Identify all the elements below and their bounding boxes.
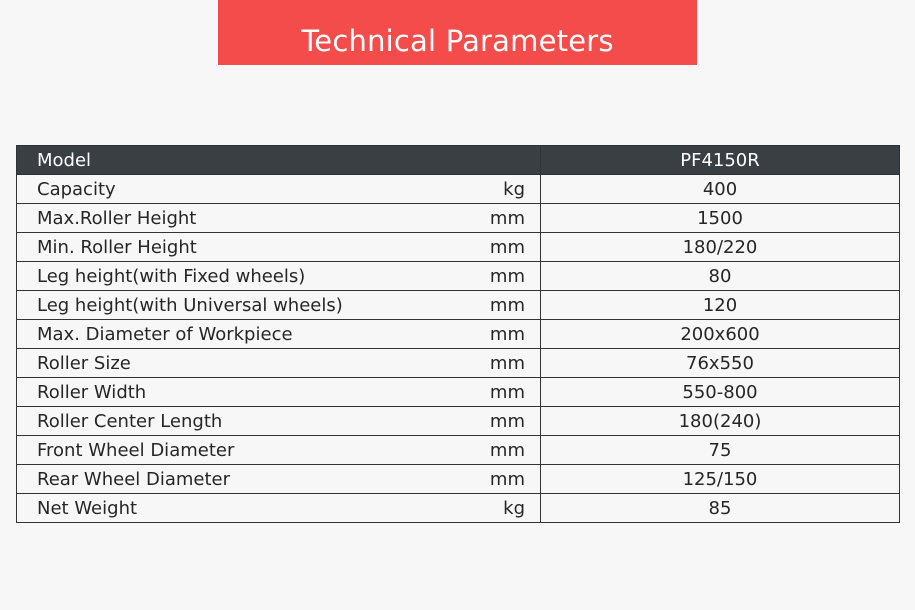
param-name: Front Wheel Diameter xyxy=(37,439,235,461)
param-unit: mm xyxy=(489,294,525,316)
param-name: Capacity xyxy=(37,178,116,200)
param-cell xyxy=(17,494,541,523)
param-cell xyxy=(17,349,541,378)
param-unit: mm xyxy=(489,236,525,258)
param-unit: mm xyxy=(489,265,525,287)
header-label: Model xyxy=(37,149,92,171)
param-name: Max. Diameter of Workpiece xyxy=(37,323,293,345)
param-name: Rear Wheel Diameter xyxy=(37,468,231,490)
param-unit: mm xyxy=(489,352,525,374)
table-row xyxy=(17,233,900,262)
table-row xyxy=(17,349,900,378)
table-row xyxy=(17,407,900,436)
param-unit: mm xyxy=(489,381,525,403)
value-cell xyxy=(541,494,900,523)
param-value: 75 xyxy=(708,439,732,461)
value-cell xyxy=(541,436,900,465)
param-cell xyxy=(17,378,541,407)
param-name: Net Weight xyxy=(37,497,138,519)
param-name: Leg height(with Universal wheels) xyxy=(37,294,343,316)
table-row xyxy=(17,436,900,465)
param-name: Min. Roller Height xyxy=(37,236,197,258)
param-cell xyxy=(17,262,541,291)
value-cell xyxy=(541,262,900,291)
title-banner xyxy=(218,0,697,65)
value-cell xyxy=(541,407,900,436)
header-model-cell xyxy=(541,146,900,175)
header-model: PF4150R xyxy=(680,149,760,171)
value-cell xyxy=(541,320,900,349)
table-row xyxy=(17,494,900,523)
param-cell xyxy=(17,320,541,349)
value-cell xyxy=(541,465,900,494)
param-cell xyxy=(17,204,541,233)
param-cell xyxy=(17,465,541,494)
table-row xyxy=(17,320,900,349)
param-unit: mm xyxy=(489,207,525,229)
param-name: Roller Center Length xyxy=(37,410,223,432)
page-title: Technical Parameters xyxy=(301,23,614,58)
param-value: 125/150 xyxy=(682,468,758,490)
value-cell xyxy=(541,349,900,378)
param-cell xyxy=(17,436,541,465)
param-unit: mm xyxy=(489,410,525,432)
param-cell xyxy=(17,175,541,204)
param-value: 85 xyxy=(708,497,732,519)
param-cell xyxy=(17,407,541,436)
value-cell xyxy=(541,233,900,262)
param-unit: mm xyxy=(489,468,525,490)
table-body xyxy=(17,175,900,523)
param-value: 200x600 xyxy=(680,323,760,345)
table-row xyxy=(17,465,900,494)
table-row xyxy=(17,175,900,204)
param-value: 1500 xyxy=(697,207,743,229)
param-name: Max.Roller Height xyxy=(37,207,197,229)
spec-table xyxy=(16,145,900,523)
param-name: Roller Width xyxy=(37,381,147,403)
param-unit: kg xyxy=(503,178,525,200)
table-row xyxy=(17,291,900,320)
value-cell xyxy=(541,204,900,233)
param-value: 76x550 xyxy=(686,352,754,374)
param-value: 80 xyxy=(708,265,732,287)
table-row xyxy=(17,204,900,233)
param-name: Roller Size xyxy=(37,352,131,374)
param-value: 120 xyxy=(702,294,738,316)
param-value: 400 xyxy=(702,178,738,200)
param-value: 180/220 xyxy=(682,236,758,258)
param-value: 180(240) xyxy=(678,410,762,432)
value-cell xyxy=(541,175,900,204)
table-header-row xyxy=(17,146,900,175)
table-row xyxy=(17,378,900,407)
param-cell xyxy=(17,291,541,320)
value-cell xyxy=(541,291,900,320)
param-cell xyxy=(17,233,541,262)
table-row xyxy=(17,262,900,291)
param-unit: mm xyxy=(489,323,525,345)
param-unit: mm xyxy=(489,439,525,461)
param-value: 550-800 xyxy=(682,381,758,403)
param-unit: kg xyxy=(503,497,525,519)
value-cell xyxy=(541,378,900,407)
param-name: Leg height(with Fixed wheels) xyxy=(37,265,306,287)
header-label-cell xyxy=(17,146,541,175)
